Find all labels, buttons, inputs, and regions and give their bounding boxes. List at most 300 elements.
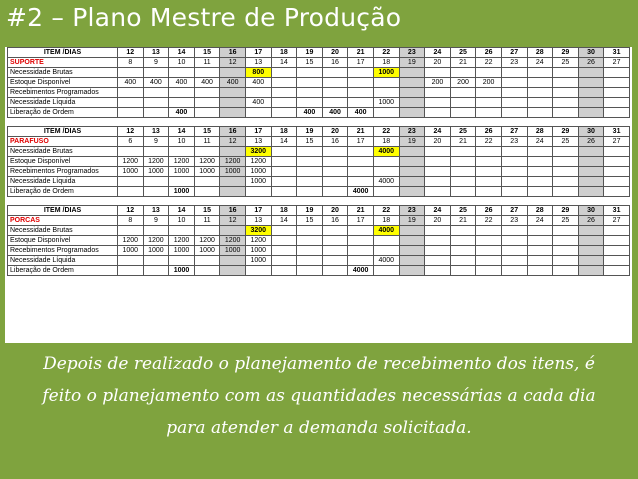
empty-cell xyxy=(578,256,604,266)
period-cell: 21 xyxy=(450,58,476,68)
empty-cell xyxy=(553,177,579,187)
empty-cell xyxy=(271,167,297,177)
empty-cell xyxy=(373,246,399,256)
value-cell: 400 xyxy=(322,108,348,118)
day-header-cell: 16 xyxy=(220,48,246,58)
empty-cell xyxy=(194,256,220,266)
caption-line: para atender a demanda solicitada. xyxy=(166,418,472,438)
day-header-cell: 29 xyxy=(553,206,579,216)
day-header-cell: 30 xyxy=(578,127,604,137)
day-header-cell: 17 xyxy=(245,127,271,137)
empty-cell xyxy=(399,157,425,167)
empty-cell xyxy=(322,78,348,88)
day-header-cell: 22 xyxy=(373,206,399,216)
mps-row xyxy=(8,246,630,256)
empty-cell xyxy=(604,157,630,167)
item-name: PORCAS xyxy=(8,216,118,226)
header-label: ITEM /DIAS xyxy=(8,127,118,137)
value-cell: 1000 xyxy=(245,177,271,187)
empty-cell xyxy=(271,236,297,246)
row-label: Estoque Disponível xyxy=(8,236,118,246)
empty-cell xyxy=(118,68,144,78)
empty-cell xyxy=(527,226,553,236)
value-cell: 1200 xyxy=(143,157,169,167)
empty-cell xyxy=(297,266,323,276)
empty-cell xyxy=(348,147,374,157)
empty-cell xyxy=(450,147,476,157)
empty-cell xyxy=(348,177,374,187)
value-cell: 1000 xyxy=(194,246,220,256)
empty-cell xyxy=(578,226,604,236)
day-header-cell: 12 xyxy=(118,127,144,137)
empty-cell xyxy=(245,88,271,98)
value-cell: 1000 xyxy=(118,246,144,256)
period-cell: 10 xyxy=(169,58,195,68)
empty-cell xyxy=(476,266,502,276)
row-label: Necessidade Brutas xyxy=(8,147,118,157)
period-cell: 17 xyxy=(348,58,374,68)
period-cell: 14 xyxy=(271,216,297,226)
mps-row xyxy=(8,266,630,276)
empty-cell xyxy=(373,108,399,118)
empty-cell xyxy=(194,147,220,157)
empty-cell xyxy=(348,226,374,236)
empty-cell xyxy=(553,108,579,118)
period-cell: 8 xyxy=(118,58,144,68)
empty-cell xyxy=(450,236,476,246)
period-cell: 18 xyxy=(373,137,399,147)
day-header-cell: 27 xyxy=(501,127,527,137)
empty-cell xyxy=(271,246,297,256)
empty-cell xyxy=(604,147,630,157)
period-cell: 16 xyxy=(322,216,348,226)
day-header-cell: 28 xyxy=(527,206,553,216)
row-label: Recebimentos Programados xyxy=(8,246,118,256)
empty-cell xyxy=(143,108,169,118)
empty-cell xyxy=(604,68,630,78)
day-header-cell: 14 xyxy=(169,206,195,216)
day-header-cell: 31 xyxy=(604,48,630,58)
empty-cell xyxy=(143,68,169,78)
value-cell: 1200 xyxy=(220,157,246,167)
empty-cell xyxy=(143,88,169,98)
empty-cell xyxy=(501,157,527,167)
empty-cell xyxy=(348,167,374,177)
empty-cell xyxy=(169,177,195,187)
empty-cell xyxy=(604,226,630,236)
day-header-cell: 24 xyxy=(425,127,451,137)
empty-cell xyxy=(604,177,630,187)
empty-cell xyxy=(450,108,476,118)
mps-row xyxy=(8,98,630,108)
empty-cell xyxy=(604,246,630,256)
value-cell: 4000 xyxy=(373,226,399,236)
empty-cell xyxy=(169,68,195,78)
empty-cell xyxy=(501,147,527,157)
empty-cell xyxy=(476,108,502,118)
value-cell: 1200 xyxy=(220,236,246,246)
empty-cell xyxy=(348,88,374,98)
value-cell: 4000 xyxy=(373,177,399,187)
day-header-cell: 13 xyxy=(143,48,169,58)
period-cell: 6 xyxy=(118,137,144,147)
value-cell: 4000 xyxy=(373,256,399,266)
empty-cell xyxy=(271,108,297,118)
value-cell: 400 xyxy=(118,78,144,88)
period-cell: 26 xyxy=(578,137,604,147)
period-cell: 15 xyxy=(297,58,323,68)
empty-cell xyxy=(553,147,579,157)
mps-row xyxy=(8,226,630,236)
value-cell: 1000 xyxy=(220,167,246,177)
value-cell: 1200 xyxy=(118,157,144,167)
mps-row xyxy=(8,147,630,157)
period-cell: 20 xyxy=(425,58,451,68)
empty-cell xyxy=(322,246,348,256)
empty-cell xyxy=(604,88,630,98)
period-cell: 25 xyxy=(553,137,579,147)
empty-cell xyxy=(194,226,220,236)
day-header-cell: 24 xyxy=(425,48,451,58)
header-label: ITEM /DIAS xyxy=(8,206,118,216)
day-header-cell: 25 xyxy=(450,127,476,137)
row-label: Necessidade Líquida xyxy=(8,177,118,187)
mps-spreadsheet xyxy=(5,47,632,343)
day-header-cell: 24 xyxy=(425,206,451,216)
empty-cell xyxy=(169,98,195,108)
value-cell: 1200 xyxy=(169,236,195,246)
day-header-cell: 19 xyxy=(297,127,323,137)
empty-cell xyxy=(194,177,220,187)
empty-cell xyxy=(553,88,579,98)
empty-cell xyxy=(143,226,169,236)
empty-cell xyxy=(118,266,144,276)
empty-cell xyxy=(501,98,527,108)
empty-cell xyxy=(194,108,220,118)
mps-row xyxy=(8,108,630,118)
period-cell: 11 xyxy=(194,58,220,68)
period-cell: 24 xyxy=(527,216,553,226)
day-header-cell: 22 xyxy=(373,127,399,137)
day-header-cell: 20 xyxy=(322,206,348,216)
period-cell: 9 xyxy=(143,137,169,147)
period-cell: 23 xyxy=(501,58,527,68)
period-cell: 22 xyxy=(476,58,502,68)
day-header-cell: 29 xyxy=(553,48,579,58)
value-cell: 1200 xyxy=(118,236,144,246)
value-cell: 4000 xyxy=(348,187,374,197)
empty-cell xyxy=(450,157,476,167)
period-cell: 15 xyxy=(297,216,323,226)
empty-cell xyxy=(245,187,271,197)
day-header-cell: 14 xyxy=(169,127,195,137)
empty-cell xyxy=(476,236,502,246)
empty-cell xyxy=(604,167,630,177)
empty-cell xyxy=(604,256,630,266)
empty-cell xyxy=(297,147,323,157)
empty-cell xyxy=(553,256,579,266)
period-cell: 22 xyxy=(476,216,502,226)
empty-cell xyxy=(553,68,579,78)
day-header-cell: 19 xyxy=(297,206,323,216)
empty-cell xyxy=(578,177,604,187)
empty-cell xyxy=(501,246,527,256)
slide-title: #2 – Plano Mestre de Produção xyxy=(6,3,402,32)
spacer-cell xyxy=(8,197,630,206)
empty-cell xyxy=(425,68,451,78)
empty-cell xyxy=(322,98,348,108)
empty-cell xyxy=(245,266,271,276)
empty-cell xyxy=(578,187,604,197)
empty-cell xyxy=(399,147,425,157)
slide-caption xyxy=(0,348,638,444)
period-cell: 26 xyxy=(578,216,604,226)
empty-cell xyxy=(527,236,553,246)
empty-cell xyxy=(194,187,220,197)
empty-cell xyxy=(297,68,323,78)
empty-cell xyxy=(501,236,527,246)
empty-cell xyxy=(578,236,604,246)
value-cell: 400 xyxy=(297,108,323,118)
value-cell: 400 xyxy=(169,108,195,118)
period-cell: 25 xyxy=(553,58,579,68)
empty-cell xyxy=(604,78,630,88)
period-cell: 9 xyxy=(143,216,169,226)
empty-cell xyxy=(527,256,553,266)
empty-cell xyxy=(578,98,604,108)
empty-cell xyxy=(399,246,425,256)
empty-cell xyxy=(425,157,451,167)
value-cell: 400 xyxy=(194,78,220,88)
empty-cell xyxy=(450,266,476,276)
value-cell: 1000 xyxy=(220,246,246,256)
day-header-cell: 21 xyxy=(348,127,374,137)
period-cell: 13 xyxy=(245,58,271,68)
empty-cell xyxy=(322,88,348,98)
row-label: Recebimentos Programados xyxy=(8,88,118,98)
empty-cell xyxy=(578,266,604,276)
empty-cell xyxy=(399,88,425,98)
empty-cell xyxy=(169,147,195,157)
period-cell: 19 xyxy=(399,216,425,226)
value-cell: 400 xyxy=(245,78,271,88)
empty-cell xyxy=(501,108,527,118)
row-label: Necessidade Brutas xyxy=(8,68,118,78)
value-cell: 400 xyxy=(143,78,169,88)
period-cell: 11 xyxy=(194,137,220,147)
mps-row xyxy=(8,68,630,78)
period-cell: 17 xyxy=(348,216,374,226)
empty-cell xyxy=(399,226,425,236)
period-cell: 14 xyxy=(271,137,297,147)
day-header-row xyxy=(8,48,630,58)
empty-cell xyxy=(373,88,399,98)
empty-cell xyxy=(578,78,604,88)
empty-cell xyxy=(118,177,144,187)
period-cell: 10 xyxy=(169,216,195,226)
empty-cell xyxy=(476,246,502,256)
empty-cell xyxy=(527,246,553,256)
empty-cell xyxy=(297,236,323,246)
empty-cell xyxy=(194,98,220,108)
empty-cell xyxy=(118,88,144,98)
header-label: ITEM /DIAS xyxy=(8,48,118,58)
value-cell: 200 xyxy=(450,78,476,88)
empty-cell xyxy=(271,177,297,187)
empty-cell xyxy=(476,157,502,167)
empty-cell xyxy=(373,78,399,88)
day-header-cell: 31 xyxy=(604,206,630,216)
empty-cell xyxy=(271,147,297,157)
value-cell: 1200 xyxy=(143,236,169,246)
empty-cell xyxy=(399,266,425,276)
day-header-cell: 20 xyxy=(322,127,348,137)
empty-cell xyxy=(118,98,144,108)
period-cell: 19 xyxy=(399,58,425,68)
empty-cell xyxy=(297,167,323,177)
empty-cell xyxy=(271,68,297,78)
empty-cell xyxy=(143,256,169,266)
empty-cell xyxy=(425,147,451,157)
empty-cell xyxy=(348,256,374,266)
empty-cell xyxy=(527,88,553,98)
period-cell: 18 xyxy=(373,216,399,226)
empty-cell xyxy=(604,187,630,197)
empty-cell xyxy=(245,108,271,118)
empty-cell xyxy=(578,246,604,256)
day-header-cell: 18 xyxy=(271,127,297,137)
empty-cell xyxy=(348,98,374,108)
empty-cell xyxy=(169,256,195,266)
empty-cell xyxy=(476,256,502,266)
empty-cell xyxy=(527,266,553,276)
empty-cell xyxy=(322,236,348,246)
empty-cell xyxy=(399,177,425,187)
mps-row xyxy=(8,157,630,167)
row-label: Liberação de Ordem xyxy=(8,187,118,197)
empty-cell xyxy=(322,256,348,266)
empty-cell xyxy=(143,147,169,157)
caption-line: feito o planejamento com as quantidades necessárias a cada dia xyxy=(42,386,596,406)
empty-cell xyxy=(425,226,451,236)
empty-cell xyxy=(476,98,502,108)
empty-cell xyxy=(143,266,169,276)
value-cell: 400 xyxy=(348,108,374,118)
period-cell: 18 xyxy=(373,58,399,68)
empty-cell xyxy=(553,226,579,236)
empty-cell xyxy=(553,266,579,276)
empty-cell xyxy=(271,98,297,108)
period-cell: 10 xyxy=(169,137,195,147)
item-row xyxy=(8,58,630,68)
empty-cell xyxy=(118,256,144,266)
day-header-cell: 17 xyxy=(245,206,271,216)
row-label: Necessidade Líquida xyxy=(8,256,118,266)
empty-cell xyxy=(527,147,553,157)
period-cell: 12 xyxy=(220,58,246,68)
spacer-cell xyxy=(8,118,630,127)
day-header-cell: 15 xyxy=(194,48,220,58)
period-cell: 16 xyxy=(322,58,348,68)
empty-cell xyxy=(220,256,246,266)
period-cell: 20 xyxy=(425,137,451,147)
empty-cell xyxy=(425,177,451,187)
period-cell: 21 xyxy=(450,137,476,147)
empty-cell xyxy=(578,108,604,118)
empty-cell xyxy=(425,246,451,256)
day-header-cell: 30 xyxy=(578,206,604,216)
day-header-row xyxy=(8,206,630,216)
mps-row xyxy=(8,236,630,246)
period-cell: 20 xyxy=(425,216,451,226)
value-cell: 1000 xyxy=(373,68,399,78)
value-cell: 3200 xyxy=(245,226,271,236)
value-cell: 3200 xyxy=(245,147,271,157)
empty-cell xyxy=(194,266,220,276)
empty-cell xyxy=(220,266,246,276)
empty-cell xyxy=(118,226,144,236)
empty-cell xyxy=(553,246,579,256)
period-cell: 15 xyxy=(297,137,323,147)
period-cell: 24 xyxy=(527,137,553,147)
period-cell: 11 xyxy=(194,216,220,226)
empty-cell xyxy=(527,98,553,108)
item-name: SUPORTE xyxy=(8,58,118,68)
empty-cell xyxy=(220,177,246,187)
empty-cell xyxy=(373,187,399,197)
empty-cell xyxy=(578,147,604,157)
empty-cell xyxy=(527,167,553,177)
value-cell: 1000 xyxy=(169,246,195,256)
day-header-cell: 23 xyxy=(399,206,425,216)
empty-cell xyxy=(220,147,246,157)
value-cell: 400 xyxy=(169,78,195,88)
value-cell: 1000 xyxy=(118,167,144,177)
day-header-cell: 15 xyxy=(194,127,220,137)
value-cell: 1200 xyxy=(194,236,220,246)
empty-cell xyxy=(297,78,323,88)
mps-row xyxy=(8,167,630,177)
empty-cell xyxy=(450,88,476,98)
day-header-cell: 28 xyxy=(527,48,553,58)
value-cell: 1000 xyxy=(245,246,271,256)
empty-cell xyxy=(297,157,323,167)
empty-cell xyxy=(322,147,348,157)
day-header-cell: 12 xyxy=(118,48,144,58)
empty-cell xyxy=(399,108,425,118)
empty-cell xyxy=(399,68,425,78)
empty-cell xyxy=(425,187,451,197)
value-cell: 1000 xyxy=(169,167,195,177)
period-cell: 8 xyxy=(118,216,144,226)
day-header-cell: 31 xyxy=(604,127,630,137)
item-row xyxy=(8,137,630,147)
empty-cell xyxy=(271,78,297,88)
day-header-cell: 22 xyxy=(373,48,399,58)
row-label: Estoque Disponível xyxy=(8,157,118,167)
value-cell: 1000 xyxy=(373,98,399,108)
empty-cell xyxy=(373,157,399,167)
empty-cell xyxy=(348,78,374,88)
empty-cell xyxy=(348,236,374,246)
day-header-cell: 27 xyxy=(501,206,527,216)
empty-cell xyxy=(578,88,604,98)
day-header-cell: 18 xyxy=(271,48,297,58)
period-cell: 13 xyxy=(245,137,271,147)
empty-cell xyxy=(399,236,425,246)
empty-cell xyxy=(604,266,630,276)
empty-cell xyxy=(527,108,553,118)
